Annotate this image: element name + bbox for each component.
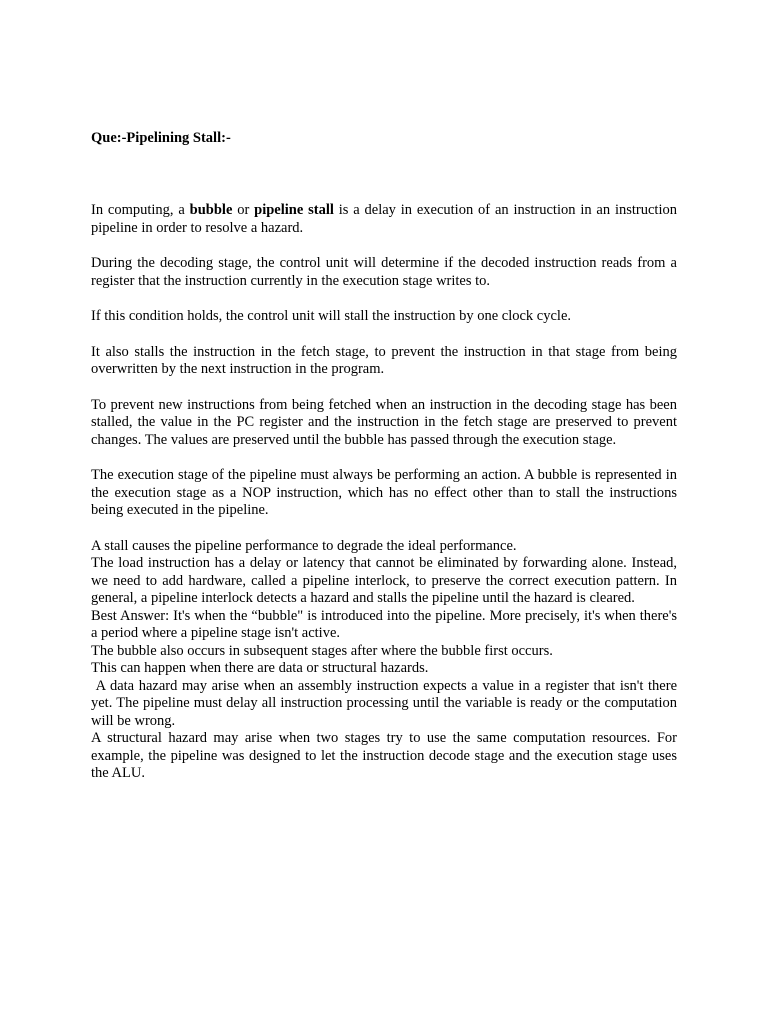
page-title: Que:-Pipelining Stall:- [91,130,231,146]
paragraph-condition: If this condition holds, the control unit will stall the instruction by one clock cycle. [91,308,572,324]
term-bubble: bubble [189,202,233,218]
intro-text-2: or [232,202,255,218]
intro-text-3: is a delay in execution of an instruction in an instruction pipeline in order to resolve a hazard. [91,202,677,236]
line-data-hazard: A data hazard may arise when an assembly instruction expects a value in a register that isn't there yet. The pipeline must delay all instruction processing until the variable is ready or the computation will be wrong. [91,677,681,729]
line-load-instruction: The load instruction has a delay or latency that cannot be eliminated by forwarding alone. Instead, we need to add hardware, called a pipeline interlock, to preserve the correct execution pattern. In general, a pipeline interlock detects a hazard and stalls the pipeline until the hazard is cleared. [91,555,677,606]
term-pipeline-stall: pipeline stall [254,202,334,218]
line-structural-hazard: A structural hazard may arise when two stages try to use the same computation resources. For example, the pipeline was designed to let the instruction decode stage and the execution stage uses the ALU. [91,730,677,781]
paragraph-fetch-stage: It also stalls the instruction in the fetch stage, to prevent the instruction in that stage from being overwritten by the next instruction in the program. [91,343,677,377]
line-best-answer: Best Answer: It's when the “bubble" is introduced into the pipeline. More precisely, it's when there's a period where a pipeline stage isn't active. [91,607,677,641]
line-hazards: This can happen when there are data or structural hazards. [91,660,429,676]
paragraph-decoding-stage: During the decoding stage, the control unit will determine if the decoded instruction reads from a register that the instruction currently in the execution stage writes to. [91,255,677,289]
intro-paragraph [91,202,677,237]
line-subsequent-stages: The bubble also occurs in subsequent stages after where the bubble first occurs. [91,642,553,659]
document-body [91,202,681,783]
line-stall-performance: A stall causes the pipeline performance to degrade the ideal performance. [91,537,517,554]
paragraph-prevent-fetch: To prevent new instructions from being fetched when an instruction in the decoding stage has been stalled, the value in the PC register and the instruction in the fetch stage are preserved to prevent changes. The values are preserved until the bubble has passed through the execution stage. [91,396,677,448]
intro-text-1: In computing, a [91,202,190,218]
paragraph-execution-stage: The execution stage of the pipeline must always be performing an action. A bubble is represented in the execution stage as a NOP instruction, which has no effect other than to stall the instructions being executed in the pipeline. [91,467,677,518]
